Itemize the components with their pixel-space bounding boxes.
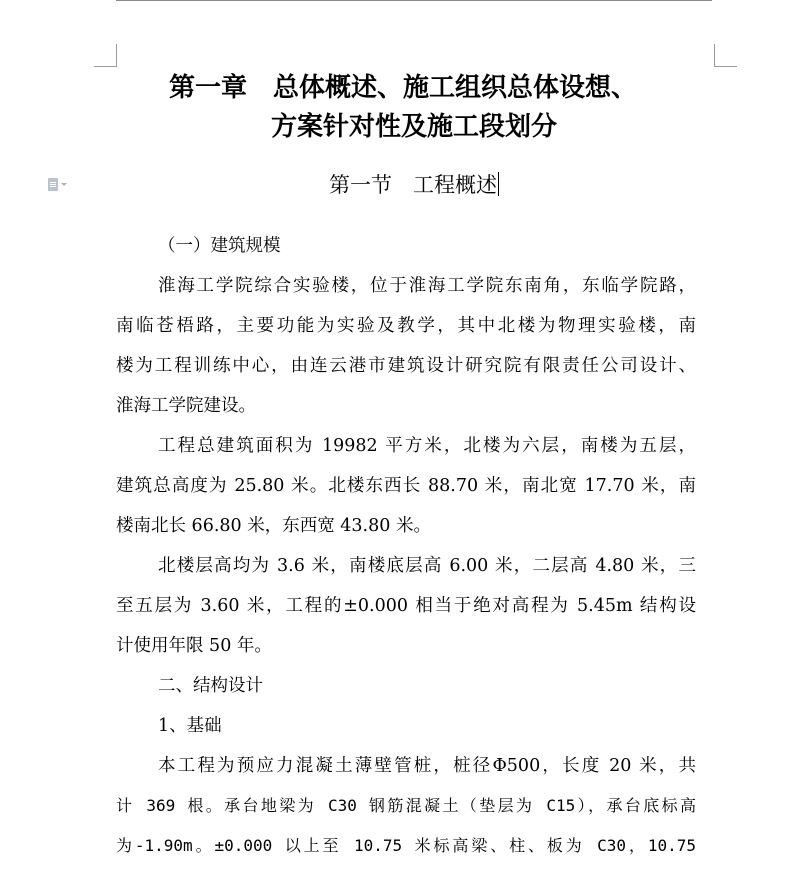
chevron-down-icon [61, 183, 67, 186]
body-line: 建筑总高度为 25.80 米。北楼东西长 88.70 米，南北宽 17.70 米，南 [116, 476, 696, 496]
body-line: 为-1.90m。±0.000 以上至 10.75 米标高梁、柱、板为 C30，10.75 [116, 836, 696, 855]
body-line: 北楼层高均为 3.6 米，南楼底层高 6.00 米，二层高 4.80 米，三 [158, 556, 696, 576]
subheading-foundation: 1、基础 [158, 716, 222, 736]
body-line: 计使用年限 50 年。 [116, 636, 272, 656]
body-line: 淮海工学院建设。 [116, 396, 256, 416]
paragraph-options-icon[interactable] [48, 176, 76, 192]
subheading-building-scale: （一）建筑规模 [158, 236, 281, 256]
margin-corner-mark-right [714, 44, 737, 67]
body-line: 南临苍梧路，主要功能为实验及教学，其中北楼为物理实验楼，南 [116, 316, 696, 336]
body-line: 计 369 根。承台地梁为 C30 钢筋混凝土（垫层为 C15），承台底标高 [116, 796, 696, 815]
body-line: 淮海工学院综合实验楼，位于淮海工学院东南角，东临学院路， [158, 276, 696, 296]
body-line: 至五层为 3.60 米，工程的±0.000 相当于绝对高程为 5.45m 结构设 [116, 596, 696, 616]
text-cursor [498, 172, 499, 196]
body-line: 工程总建筑面积为 19982 平方米，北楼为六层，南楼为五层， [158, 436, 696, 456]
chapter-title-line-2: 方案针对性及施工段划分 [270, 112, 557, 142]
section-heading[interactable] [116, 167, 712, 203]
body-line: 楼南北长 66.80 米，东西宽 43.80 米。 [116, 516, 431, 536]
subheading-structure-design: 二、结构设计 [158, 676, 263, 696]
page-top-border [116, 0, 712, 1]
document-icon [48, 178, 58, 191]
body-line: 本工程为预应力混凝土薄壁管桩，桩径Φ500，长度 20 米，共 [158, 756, 696, 776]
section-title: 第一节 工程概述 [329, 173, 497, 197]
margin-corner-mark-left [94, 44, 117, 67]
chapter-title-line-1: 第一章 总体概述、施工组织总体设想、 [168, 73, 637, 103]
body-line: 楼为工程训练中心，由连云港市建筑设计研究院有限责任公司设计、 [116, 356, 696, 376]
